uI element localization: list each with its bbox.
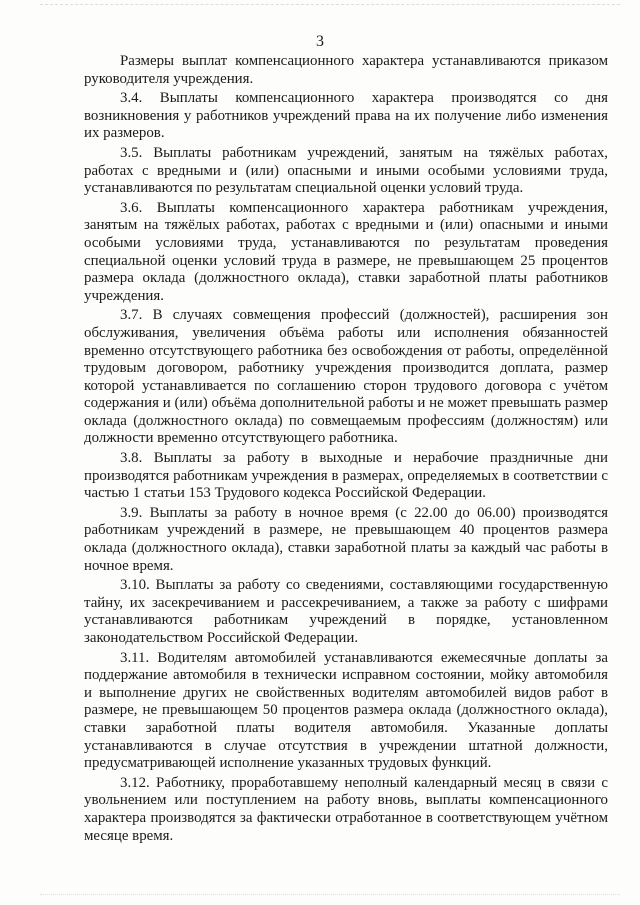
page-number: 3 (316, 33, 324, 50)
paragraph-3-12: 3.12. Работнику, проработавшему неполный календарный месяц в связи с увольнением или поступлением на работу вновь, выплаты компенсационного характера производятся за фактически отработанное в соответствующем учётном месяце время. (84, 774, 608, 844)
paragraph-3-7: 3.7. В случаях совмещения профессий (должностей), расширения зон обслуживания, увеличения объёма работы или исполнения обязанностей временно отсутствующего работника без освобождения от работы, определённой трудовым договором, работнику учреждения производится доплата, размер которой устанавливается по соглашению сторон трудового договора с учётом содержания и (или) объёма дополнительной работы и не может превышать размер оклада (должностного оклада) по совмещаемым профессиям (должностям) или должности временно отсутствующего работника. (84, 307, 608, 447)
paragraph-3-11: 3.11. Водителям автомобилей устанавливаются ежемесячные доплаты за поддержание автомобиля в технически исправном состоянии, мойку автомобиля и выполнение других не свойственных водителям автомобилей видов работ в размере, не превышающем 50 процентов размера оклада (должностного оклада), ставки заработной платы водителя автомобиля. Указанные доплаты устанавливаются в случае отсутствия в учреждении штатной должности, предусматривающей исполнение указанных трудовых функций. (84, 649, 608, 772)
document-body (84, 53, 608, 845)
paragraph-3-8: 3.8. Выплаты за работу в выходные и нерабочие праздничные дни производятся работникам учреждения в размерах, определяемых в соответствии с частью 1 статьи 153 Трудового кодекса Российской Федерации. (84, 450, 608, 502)
paragraph-3-4: 3.4. Выплаты компенсационного характера производятся со дня возникновения у работников учреждений права на их получение либо изменения их размеров. (84, 90, 608, 142)
scan-edge-bottom (40, 894, 620, 897)
paragraph-3-5: 3.5. Выплаты работникам учреждений, занятым на тяжёлых работах, работах с вредными и (или) опасными и иными особыми условиями труда, устанавливаются по результатам специальной оценки условий труда. (84, 144, 608, 197)
scan-edge-top (40, 4, 620, 7)
paragraph-3-6: 3.6. Выплаты компенсационного характера работникам учреждения, занятым на тяжёлых работах, работах с вредными и (или) опасными и иными особыми условиями труда, устанавливаются по результатам проведения специальной оценки условий труда в размере, не превышающем 25 процентов размера оклада (должностного оклада), ставки заработной платы работников учреждения. (84, 199, 608, 304)
paragraph-3-9: 3.9. Выплаты за работу в ночное время (с 22.00 до 06.00) производятся работникам учреждений в размере, не превышающем 40 процентов размера оклада (должностного оклада), ставки заработной платы за каждый час работы в ночное время. (84, 504, 608, 574)
paragraph-intro: Размеры выплат компенсационного характера устанавливаются приказом руководителя учреждения. (84, 53, 608, 87)
paragraph-3-10: 3.10. Выплаты за работу со сведениями, составляющими государственную тайну, их засекречиванием и рассекречиванием, а также за работу с шифрами устанавливаются работникам учреждений в порядке, установленном законодательством Российской Федерации. (84, 577, 608, 646)
